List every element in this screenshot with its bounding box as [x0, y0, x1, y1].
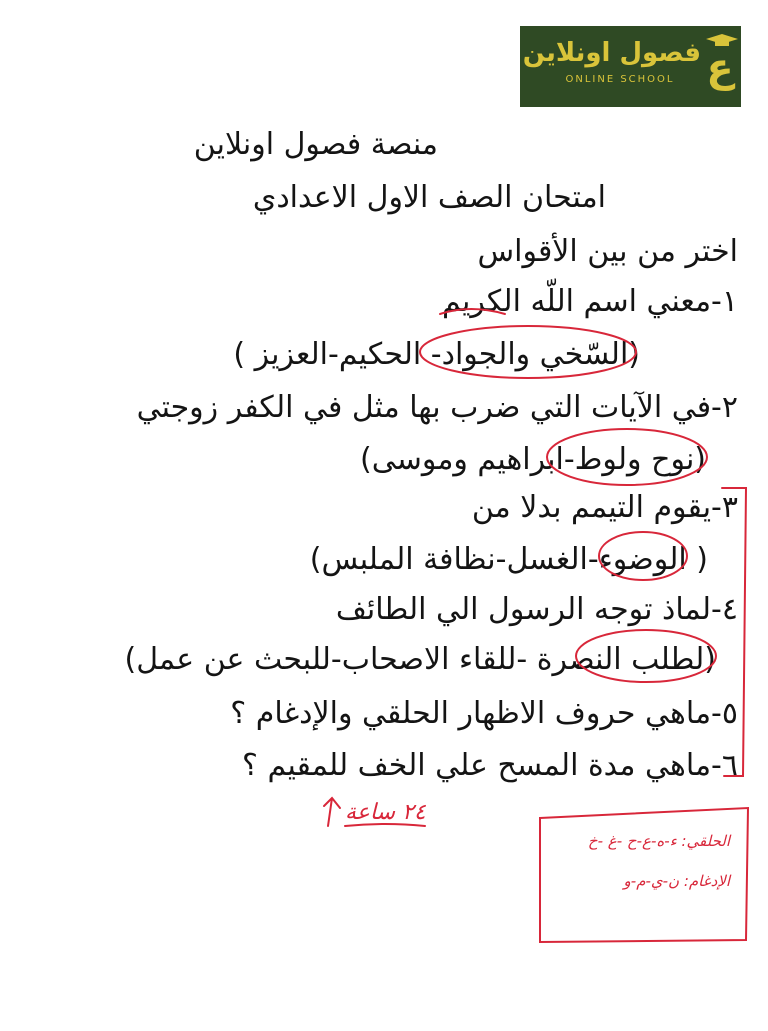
question-1: ١-معني اسم اللّه الكريم: [442, 284, 738, 319]
platform-title: منصة فصول اونلاين: [193, 127, 438, 162]
logo: [520, 26, 741, 107]
question-5: ٥-ماهي حروف الاظهار الحلقي والإدغام ؟: [230, 696, 738, 731]
question-4: ٤-لماذ توجه الرسول الي الطائف: [335, 592, 738, 627]
handwritten-answer-6: ٢٤ ساعة: [345, 800, 426, 825]
options-1: (السّخي والجواد- الحكيم-العزيز ): [233, 337, 640, 372]
up-arrow: [324, 798, 340, 826]
question-3: ٣-يقوم التيمم بدلا من: [471, 490, 738, 525]
options-3: ( الوضوء-الغسل-نظافة الملبس): [309, 542, 708, 577]
logo-title: فصول اونلاين: [522, 38, 701, 68]
logo-subtitle: ONLINE SCHOOL: [565, 74, 675, 85]
options-2: (نوح ولوط-ابراهيم وموسى): [360, 442, 706, 477]
instructions: اختر من بين الأقواس: [477, 234, 738, 269]
question-6: ٦-ماهي مدة المسح علي الخف للمقيم ؟: [242, 748, 738, 783]
question-2: ٢-في الآيات التي ضرب بها مثل في الكفر زوجتي: [136, 390, 738, 425]
handwritten-idgham: الإدغام: ن-ي-م-و: [623, 872, 730, 890]
handwritten-ithhar: الحلقي: ء-ه-ع-ح -غ -خ: [587, 832, 730, 850]
options-4: (لطلب النصرة -للقاء الاصحاب-للبحث عن عمل): [124, 642, 716, 677]
exam-title: امتحان الصف الاول الاعدادي: [252, 180, 606, 215]
logo-mark: ع: [706, 45, 734, 91]
